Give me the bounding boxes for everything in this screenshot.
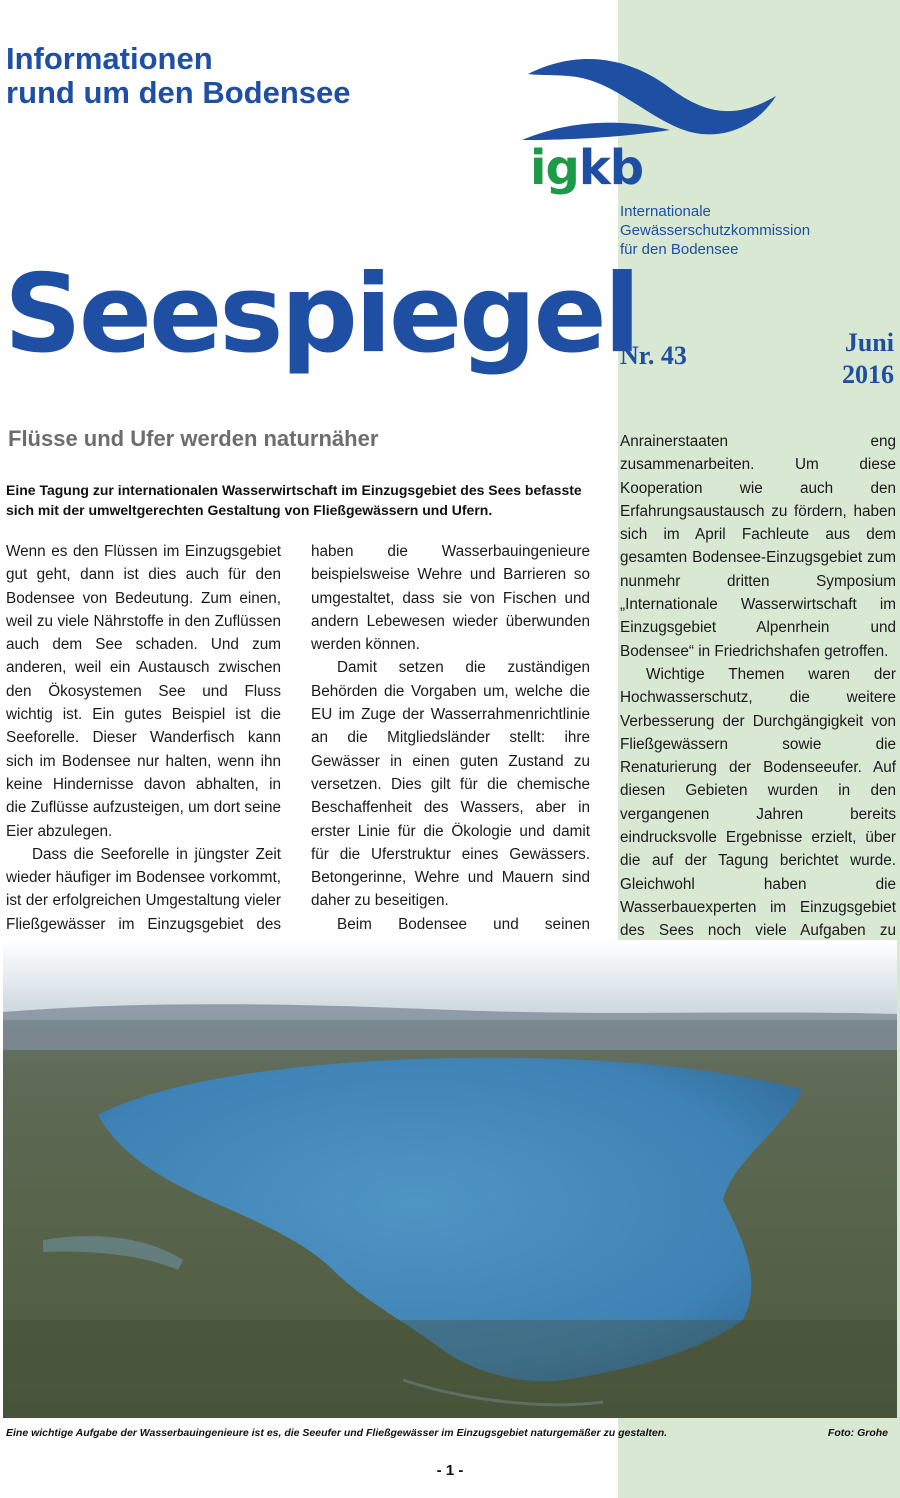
kicker-title bbox=[6, 42, 426, 110]
paragraph: haben die Wasserbauingenieure beispielsweise Wehre und Barrieren so umgestaltet, dass sie von Fischen und andern Lebewesen wieder überwunden werden können. bbox=[311, 543, 590, 654]
lake-aerial-photo bbox=[3, 940, 897, 1418]
organization-name bbox=[620, 202, 880, 259]
article-headline: Flüsse und Ufer werden naturnäher bbox=[8, 426, 379, 451]
issue-month: Juni bbox=[844, 328, 894, 357]
article-lead: Eine Tagung zur internationalen Wasserwirtschaft im Einzugsgebiet des Sees befasste sich mit der umweltgerechten Gestaltung von Fließgewässern und Ufern. bbox=[6, 482, 582, 518]
article-column-3 bbox=[620, 430, 896, 1012]
paragraph: Beim Bodensee und seinen bbox=[337, 915, 590, 933]
logo-letters-green: ig bbox=[530, 140, 579, 196]
kicker-line-2: rund um den Bodensee bbox=[6, 75, 351, 110]
paragraph: Anrainerstaaten eng zusammenarbeiten. Um diese Kooperation wie auch den Erfahrungsaustausch zu fördern, haben sich im April Fachleute aus dem gesamten Bodensee-Einzugsgebiet zum nunmehr dritten Symposium „Internationale Wasserwirtschaft im Einzugsgebiet Alpenrhein und Bodensee“ in Friedrichshafen getroffen. bbox=[620, 433, 896, 660]
org-line-1: Internationale bbox=[620, 203, 711, 220]
photo-credit: Foto: Grohe bbox=[827, 1427, 888, 1439]
paragraph: Damit setzen die zuständigen Behörden die Vorgaben um, welche die EU im Zuge der Wasserrahmenrichtlinie an die Mitgliedsländer stellt: ihre Gewässer in einen guten Zustand zu versetzen. Dies gilt für die chemische Beschaffenheit des Wassers, aber in erster Linie für die Ökologie und damit für die Uferstruktur eines Gewässers. Betongerinne, Wehre und Mauern sind daher zu beseitigen. bbox=[311, 659, 590, 910]
kicker-line-1: Informationen bbox=[6, 41, 213, 76]
article-column-2 bbox=[311, 540, 590, 959]
paragraph: Dass die Seeforelle in jüngster Zeit wieder häufiger im Bodensee vorkommt, ist der erfolgreichen Umgestaltung vieler Fließgewässer im Einzugsgebiet des bbox=[6, 845, 281, 933]
issue-year: 2016 bbox=[842, 360, 894, 389]
photo-caption: Eine wichtige Aufgabe der Wasserbauingenieure ist es, die Seeufer und Fließgewässer im Einzugsgebiet naturgemäßer zu gestalten. bbox=[6, 1427, 668, 1439]
igkb-logo bbox=[530, 140, 643, 196]
article-column-1 bbox=[6, 540, 281, 959]
paragraph: Wichtige Themen waren der Hochwasserschutz, die weitere Verbesserung der Durchgängigkeit von Fließgewässern sowie die Renaturierung der Bodenseeufer. Auf diesen Gebieten wurden in den vergangenen Jahren bereits eindrucksvolle Ergebnisse erzielt, über die auf der Tagung berichtet wurde. Gleichwohl haben die Wasserbauexperten im Einzugsgebiet des Sees noch viele Aufgaben zu bbox=[620, 665, 896, 940]
issue-date bbox=[842, 327, 894, 391]
masthead-title: Seespiegel bbox=[4, 252, 638, 377]
org-line-3: für den Bodensee bbox=[620, 241, 739, 258]
issue-number: Nr. 43 bbox=[620, 341, 687, 370]
org-line-2: Gewässerschutzkommission bbox=[620, 222, 811, 239]
page-number: - 1 - bbox=[436, 1462, 464, 1479]
paragraph: Wenn es den Flüssen im Einzugsgebiet gut geht, dann ist dies auch für den Bodensee von Bedeutung. Zum einen, weil zu viele Nährstoffe in den Zuflüssen auch dem See schaden. Und zum anderen, weil ein Austausch zwischen den Ökosystemen See und Fluss wichtig ist. Ein gutes Beispiel ist die Seeforelle. Dieser Wanderfisch kann sich im Bodensee nur halten, wenn ihn keine Hindernisse davon abhalten, in die Zuflüsse aufzusteigen, um dort seine Eier abzulegen. bbox=[6, 543, 281, 840]
logo-letters-blue: kb bbox=[578, 140, 644, 196]
